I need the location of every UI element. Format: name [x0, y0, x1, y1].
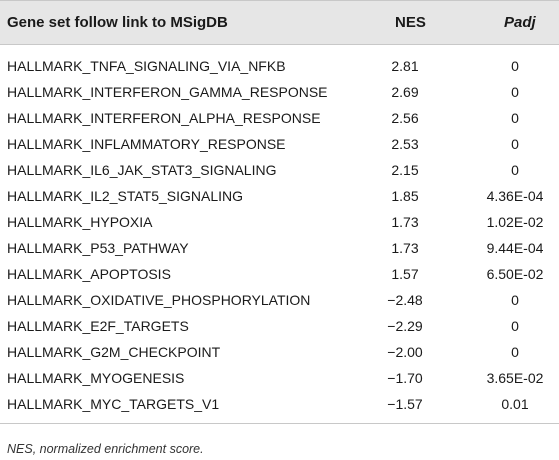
nes-cell: 1.85: [391, 188, 419, 204]
table-row: [0, 235, 559, 261]
table-row: [0, 209, 559, 235]
table-footnote: NES, normalized enrichment score.: [7, 442, 204, 456]
padj-cell: 6.50E-02: [486, 266, 544, 282]
gene-set-cell: HALLMARK_TNFA_SIGNALING_VIA_NFKB: [7, 58, 286, 74]
table-row: [0, 79, 559, 105]
header-nes: NES: [395, 14, 426, 31]
nes-cell: 2.56: [391, 110, 419, 126]
gene-set-cell: HALLMARK_P53_PATHWAY: [7, 240, 189, 256]
table-row: [0, 131, 559, 157]
header-gene-set: Gene set follow link to MSigDB: [7, 14, 228, 31]
table-row: [0, 313, 559, 339]
nes-cell: 2.15: [391, 162, 419, 178]
nes-cell: 1.73: [391, 240, 419, 256]
gene-set-cell: HALLMARK_INTERFERON_ALPHA_RESPONSE: [7, 110, 321, 126]
padj-cell: 3.65E-02: [486, 370, 544, 386]
nes-cell: 2.81: [391, 58, 419, 74]
gene-set-cell: HALLMARK_HYPOXIA: [7, 214, 153, 230]
table-row: [0, 339, 559, 365]
table-row: [0, 105, 559, 131]
table-row: [0, 157, 559, 183]
nes-cell: −1.70: [387, 370, 423, 386]
table-header: [0, 0, 559, 45]
padj-cell: 4.36E-04: [486, 188, 544, 204]
table-row: [0, 53, 559, 79]
padj-cell: 0: [511, 136, 519, 152]
gene-set-cell: HALLMARK_INTERFERON_GAMMA_RESPONSE: [7, 84, 328, 100]
padj-cell: 0: [511, 318, 519, 334]
padj-cell: 0: [511, 344, 519, 360]
padj-cell: 0: [511, 162, 519, 178]
gene-set-cell: HALLMARK_OXIDATIVE_PHOSPHORYLATION: [7, 292, 311, 308]
padj-cell: 0: [511, 84, 519, 100]
nes-cell: 1.73: [391, 214, 419, 230]
padj-cell: 9.44E-04: [486, 240, 544, 256]
gene-set-cell: HALLMARK_E2F_TARGETS: [7, 318, 189, 334]
nes-cell: 1.57: [391, 266, 419, 282]
gene-set-cell: HALLMARK_IL6_JAK_STAT3_SIGNALING: [7, 162, 277, 178]
nes-cell: −2.48: [387, 292, 423, 308]
padj-cell: 0.01: [501, 396, 529, 412]
table-row: [0, 391, 559, 417]
nes-cell: −2.29: [387, 318, 423, 334]
padj-cell: 0: [511, 292, 519, 308]
table-row: [0, 183, 559, 209]
gene-set-cell: HALLMARK_APOPTOSIS: [7, 266, 171, 282]
gene-set-cell: HALLMARK_IL2_STAT5_SIGNALING: [7, 188, 244, 204]
table-row: [0, 365, 559, 391]
gene-set-cell: HALLMARK_MYOGENESIS: [7, 370, 185, 386]
gene-set-cell: HALLMARK_INFLAMMATORY_RESPONSE: [7, 136, 286, 152]
table-row: [0, 287, 559, 313]
gene-set-cell: HALLMARK_MYC_TARGETS_V1: [7, 396, 220, 412]
nes-cell: −1.57: [387, 396, 423, 412]
nes-cell: 2.69: [391, 84, 419, 100]
table-row: [0, 261, 559, 287]
padj-cell: 1.02E-02: [486, 214, 544, 230]
gene-set-cell: HALLMARK_G2M_CHECKPOINT: [7, 344, 221, 360]
table-body: [0, 45, 559, 424]
nes-cell: 2.53: [391, 136, 419, 152]
padj-cell: 0: [511, 110, 519, 126]
nes-cell: −2.00: [387, 344, 423, 360]
padj-cell: 0: [511, 58, 519, 74]
header-padj: Padj: [504, 14, 536, 31]
